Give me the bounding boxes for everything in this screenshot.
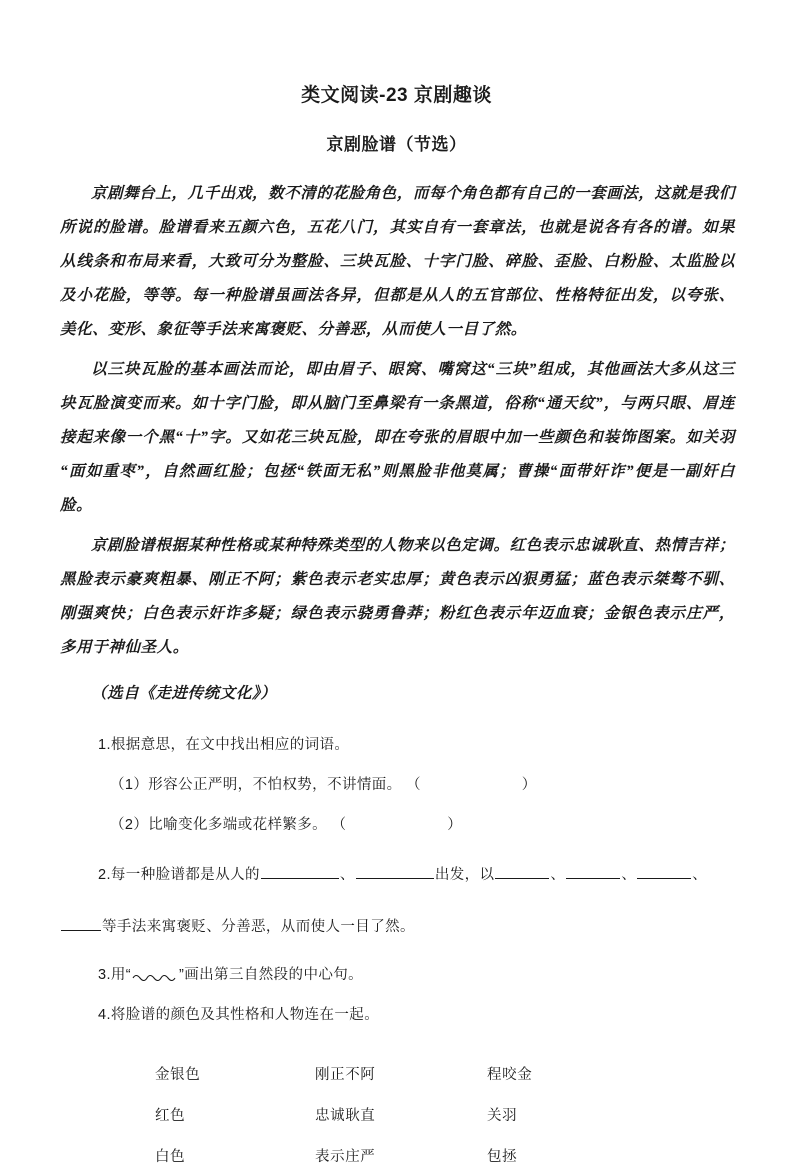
blank-field-3[interactable] <box>495 864 549 879</box>
answer-paren-close: ） <box>521 777 537 793</box>
question-2-sep-2: 、 <box>550 867 566 883</box>
matching-exercise <box>0 1045 793 1176</box>
matching-row <box>155 1053 735 1094</box>
answer-paren-open: （ <box>331 817 347 833</box>
question-1-item-2-label: （2）比喻变化多端或花样繁多。 <box>110 817 328 833</box>
question-3 <box>60 965 735 985</box>
matching-trait-2[interactable]: 忠诚耿直 <box>315 1108 376 1124</box>
question-1-item-1-label: （1）形容公正严明，不怕权势，不讲情面。 <box>110 777 402 793</box>
question-2-prefix: 2.每一种脸谱都是从人的 <box>98 867 260 883</box>
matching-color-3[interactable]: 白色 <box>155 1149 186 1165</box>
question-2-tail: 等手法来寓褒贬、分善恶，从而使人一目了然。 <box>102 919 415 935</box>
answer-paren-open: （ <box>406 777 421 793</box>
matching-person-2[interactable]: 关羽 <box>487 1108 518 1124</box>
blank-field-4[interactable] <box>566 864 620 879</box>
blank-field-5[interactable] <box>637 864 691 879</box>
blank-field-6[interactable] <box>61 916 101 931</box>
answer-paren-close: ） <box>447 817 463 833</box>
article-source: （选自《走进传统文化》） <box>91 685 277 702</box>
question-2-mid: 出发，以 <box>434 867 495 883</box>
matching-trait-1[interactable]: 刚正不阿 <box>315 1067 376 1083</box>
matching-person-3[interactable]: 包拯 <box>487 1149 518 1165</box>
matching-row <box>155 1094 735 1135</box>
wavy-underline-icon <box>132 971 178 981</box>
question-2-sep-3: 、 <box>621 867 637 883</box>
question-1-item-2 <box>60 815 735 835</box>
question-4-stem: 4.将脸谱的颜色及其性格和人物连在一起。 <box>98 1007 380 1023</box>
matching-color-2[interactable]: 红色 <box>155 1108 186 1124</box>
question-1-stem: 1.根据意思，在文中找出相应的词语。 <box>98 737 350 753</box>
matching-person-1[interactable]: 程咬金 <box>487 1067 533 1083</box>
article-paragraph-2: 以三块瓦脸的基本画法而论，即由眉子、眼窝、嘴窝这“三块”组成，其他画法大多从这三块瓦脸演变而来。如十字门脸，即从脑门至鼻梁有一条黑道，俗称“通天纹”，与两只眼、眉连接起来像一个黑“十”字。又如花三块瓦脸，即在夸张的眉眼中加一些颜色和装饰图案。如关羽“面如重枣”，自然画红脸；包拯“铁面无私”则黑脸非他莫属；曹操“面带奸诈”便是一副奸白脸。 <box>60 361 735 514</box>
question-2-sep-4: 、 <box>692 867 708 883</box>
question-2-sep-1: 、 <box>339 867 355 883</box>
blank-field-2[interactable] <box>356 864 434 879</box>
article-body <box>0 155 793 711</box>
question-2 <box>60 855 735 895</box>
blank-field-1[interactable] <box>261 864 339 879</box>
question-2-continuation <box>60 907 735 947</box>
question-3-before: 3.用“ <box>98 967 132 983</box>
questions-section <box>0 717 793 1025</box>
question-1-item-1 <box>60 775 735 795</box>
matching-trait-3[interactable]: 表示庄严 <box>315 1149 376 1165</box>
page-title: 类文阅读-23 京剧趣谈 <box>301 85 492 106</box>
question-3-after: ”画出第三自然段的中心句。 <box>179 967 364 983</box>
article-paragraph-1: 京剧舞台上，几千出戏，数不清的花脸角色，而每个角色都有自己的一套画法，这就是我们所说的脸谱。脸谱看来五颜六色，五花八门，其实自有一套章法，也就是说各有各的谱。如果从线条和布局来看，大致可分为整脸、三块瓦脸、十字门脸、碎脸、歪脸、白粉脸、太监脸以及小花脸，等等。每一种脸谱虽画法各异，但都是从人的五官部位、性格特征出发，以夸张、美化、变形、象征等手法来寓褒贬、分善恶，从而使人一目了然。 <box>60 185 736 338</box>
article-paragraph-3: 京剧脸谱根据某种性格或某种特殊类型的人物来以色定调。红色表示忠诚耿直、热情吉祥；黑脸表示豪爽粗暴、刚正不阿；紫色表示老实忠厚；黄色表示凶狠勇猛；蓝色表示桀骜不驯、刚强爽快；白色表示奸诈多疑；绿色表示骁勇鲁莽；粉红色表示年迈血衰；金银色表示庄严，多用于神仙圣人。 <box>60 537 736 656</box>
page-subtitle: 京剧脸谱（节选） <box>326 135 467 154</box>
matching-color-1[interactable]: 金银色 <box>155 1067 201 1083</box>
matching-row <box>155 1135 735 1176</box>
